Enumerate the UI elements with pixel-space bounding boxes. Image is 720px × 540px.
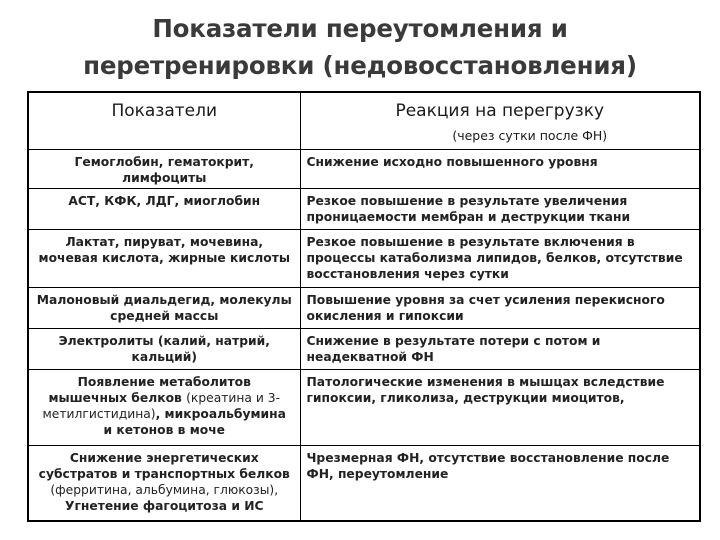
indicators-table [27,91,701,522]
table-row [28,287,700,328]
table-row [28,328,700,369]
row-indicator: Гемоглобин, гематокрит, лимфоциты [28,149,300,188]
row-indicator: Лактат, пируват, мочевина, мочевая кислота, жирные кислоты [28,229,300,287]
row-indicator: Электролиты (калий, натрий, кальций) [28,328,300,369]
row-indicator: Малоновый диальдегид, молекулы средней массы [28,287,300,328]
row-reaction: Чрезмерная ФН, отсутствие восстановление после ФН, переутомление [300,445,700,521]
row-reaction: Патологические изменения в мышцах вследствие гипоксии, гликолиза, деструкции миоцитов, [300,369,700,445]
header-indicators [28,92,300,149]
table-row [28,188,700,229]
row-reaction: Повышение уровня за счет усиления перекисного окисления и гипоксии [300,287,700,328]
table-row [28,149,700,188]
row-reaction: Резкое повышение в результате увеличения проницаемости мембран и деструкции ткани [300,188,700,229]
page-title [0,10,720,84]
row-indicator-text: Угнетение фагоцитоза и ИС [64,498,264,513]
table-row [28,369,700,445]
row-indicator [28,445,300,521]
header-right-label: Реакция на перегрузку [395,101,605,121]
row-reaction: Резкое повышение в результате включения в процессы катаболизма липидов, белков, отсутствие восстановления через сутки [300,229,700,287]
row-indicator-note: (ферритина, альбумина, глюкозы), [50,482,279,497]
header-reaction [300,92,700,149]
title-line-1: Показатели переутомления и [152,14,568,43]
row-indicator: АСТ, КФК, ЛДГ, миоглобин [28,188,300,229]
title-line-2: перетренировки (недовосстановления) [83,51,637,80]
row-indicator-text: Снижение энергетических субстратов и транспортных белков [38,450,290,481]
header-left-label: Показатели [111,101,218,121]
row-indicator-note: (креатина и 3- метилгистидина) [42,390,281,421]
row-indicator-text: Появление метаболитов мышечных белков [48,374,251,405]
header-right-sublabel: (через сутки после ФН) [452,128,608,143]
table-header-row [28,92,700,149]
row-indicator [28,369,300,445]
row-reaction: Снижение в результате потери с потом и неадекватной ФН [300,328,700,369]
row-indicator-text: , микроальбумина и кетонов в моче [103,406,286,437]
table-row [28,229,700,287]
table-row [28,445,700,521]
row-reaction: Снижение исходно повышенного уровня [300,149,700,188]
